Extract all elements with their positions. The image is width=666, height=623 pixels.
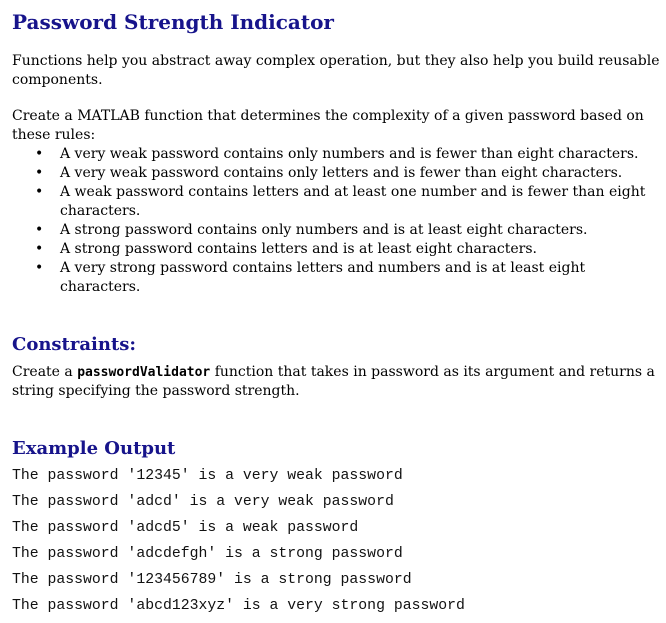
page-title: Password Strength Indicator — [12, 10, 334, 34]
rule-text: A weak password contains letters and at least one number and is fewer than eight characters. — [60, 184, 646, 219]
function-name: passwordValidator — [77, 365, 211, 380]
constraints-paragraph — [12, 363, 660, 401]
rule-item — [12, 221, 660, 240]
example-line: The password '12345' is a very weak password — [12, 468, 403, 484]
example-heading: Example Output — [12, 438, 176, 459]
example-line: The password 'adcdefgh' is a strong password — [12, 546, 403, 562]
constraints-heading: Constraints: — [12, 334, 137, 355]
bullet-icon: • — [35, 184, 44, 200]
rule-item — [12, 183, 660, 221]
intro-paragraph: Functions help you abstract away complex operation, but they also help you build reusable components. — [12, 53, 660, 88]
constraints-text-after: function that takes in password as its argument and returns a string specifying the password strength. — [12, 364, 655, 399]
task-paragraph: Create a MATLAB function that determines the complexity of a given password based on these rules: — [12, 108, 644, 143]
example-output-block — [12, 463, 660, 619]
rule-text: A very weak password contains only numbers and is fewer than eight characters. — [60, 146, 639, 162]
constraints-text-before: Create a — [12, 364, 78, 380]
bullet-icon: • — [35, 241, 44, 257]
example-line: The password 'adcd' is a very weak password — [12, 494, 394, 510]
example-line: The password '123456789' is a strong password — [12, 572, 412, 588]
document-page — [12, 9, 660, 619]
rule-item — [12, 240, 660, 259]
example-line: The password 'abcd123xyz' is a very strong password — [12, 598, 465, 614]
bullet-icon: • — [35, 222, 44, 238]
bullet-icon: • — [35, 146, 44, 162]
rules-list — [12, 145, 660, 297]
rule-item — [12, 259, 660, 297]
rule-item — [12, 164, 660, 183]
rule-item — [12, 145, 660, 164]
rule-text: A strong password contains letters and is at least eight characters. — [60, 241, 537, 257]
bullet-icon: • — [35, 165, 44, 181]
example-line: The password 'adcd5' is a weak password — [12, 520, 359, 536]
bullet-icon: • — [35, 260, 44, 276]
rule-text: A strong password contains only numbers and is at least eight characters. — [60, 222, 588, 238]
rule-text: A very strong password contains letters and numbers and is at least eight characters. — [60, 260, 586, 295]
rule-text: A very weak password contains only letters and is fewer than eight characters. — [60, 165, 623, 181]
